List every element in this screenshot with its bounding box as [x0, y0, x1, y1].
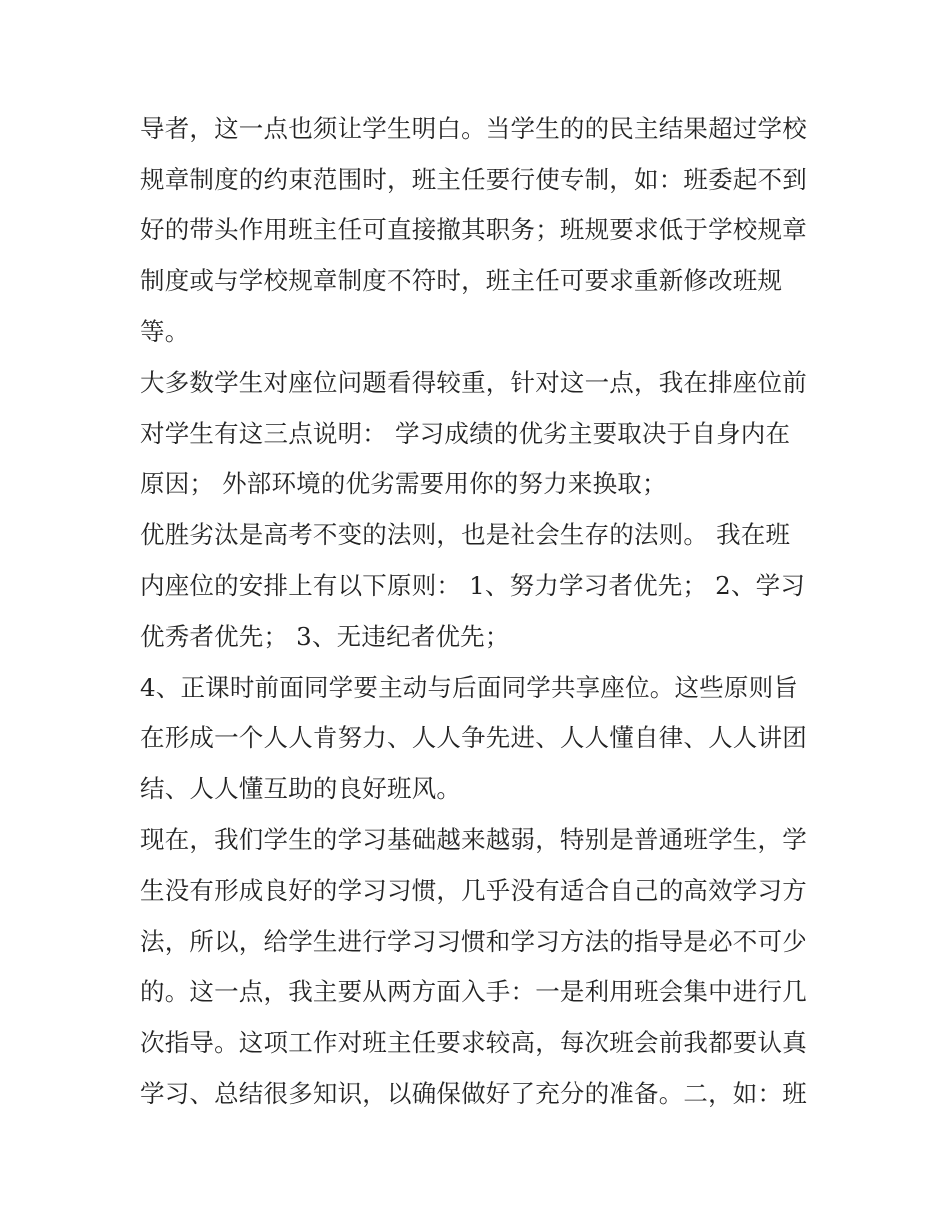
text-line: 大多数学生对座位问题看得较重，针对这一点，我在排座位前: [140, 368, 807, 397]
text-line: 原因； 外部环境的优劣需要用你的努力来换取；: [140, 469, 667, 498]
text-line: 对学生有这三点说明： 学习成绩的优劣主要取决于自身内在: [140, 419, 791, 448]
text-line: 生没有形成良好的学习习惯，几乎没有适合自己的高效学习方: [140, 876, 807, 905]
text-line: 内座位的安排上有以下原则： 1、努力学习者优先； 2、学习: [140, 571, 806, 600]
text-line: 结、人人懂互助的良好班风。: [140, 774, 462, 803]
text-line: 规章制度的约束范围时，班主任要行使专制，如：班委起不到: [140, 165, 807, 194]
text-line: 等。: [140, 317, 190, 346]
text-line: 学习、总结很多知识，以确保做好了充分的准备。二，如：班: [140, 1079, 807, 1108]
text-line: 制度或与学校规章制度不符时，班主任可要求重新修改班规: [140, 266, 783, 295]
text-line: 现在，我们学生的学习基础越来越弱，特别是普通班学生，学: [140, 825, 807, 854]
text-line: 法，所以，给学生进行学习习惯和学习方法的指导是必不可少: [140, 927, 807, 956]
text-line: 导者，这一点也须让学生明白。当学生的的民主结果超过学校: [140, 114, 807, 143]
text-line: 优秀者优先； 3、无违纪者优先；: [140, 622, 510, 651]
text-line: 优胜劣汰是高考不变的法则，也是社会生存的法则。 我在班: [140, 520, 791, 549]
text-line: 好的带头作用班主任可直接撤其职务；班规要求低于学校规章: [140, 215, 807, 244]
text-line: 次指导。这项工作对班主任要求较高，每次班会前我都要认真: [140, 1028, 807, 1057]
text-line: 的。这一点，我主要从两方面入手：一是利用班会集中进行几: [140, 977, 807, 1006]
text-line: 在形成一个人人肯努力、人人争先进、人人懂自律、人人讲团: [140, 723, 807, 752]
text-line: 4、正课时前面同学要主动与后面同学共享座位。这些原则旨: [140, 673, 798, 702]
